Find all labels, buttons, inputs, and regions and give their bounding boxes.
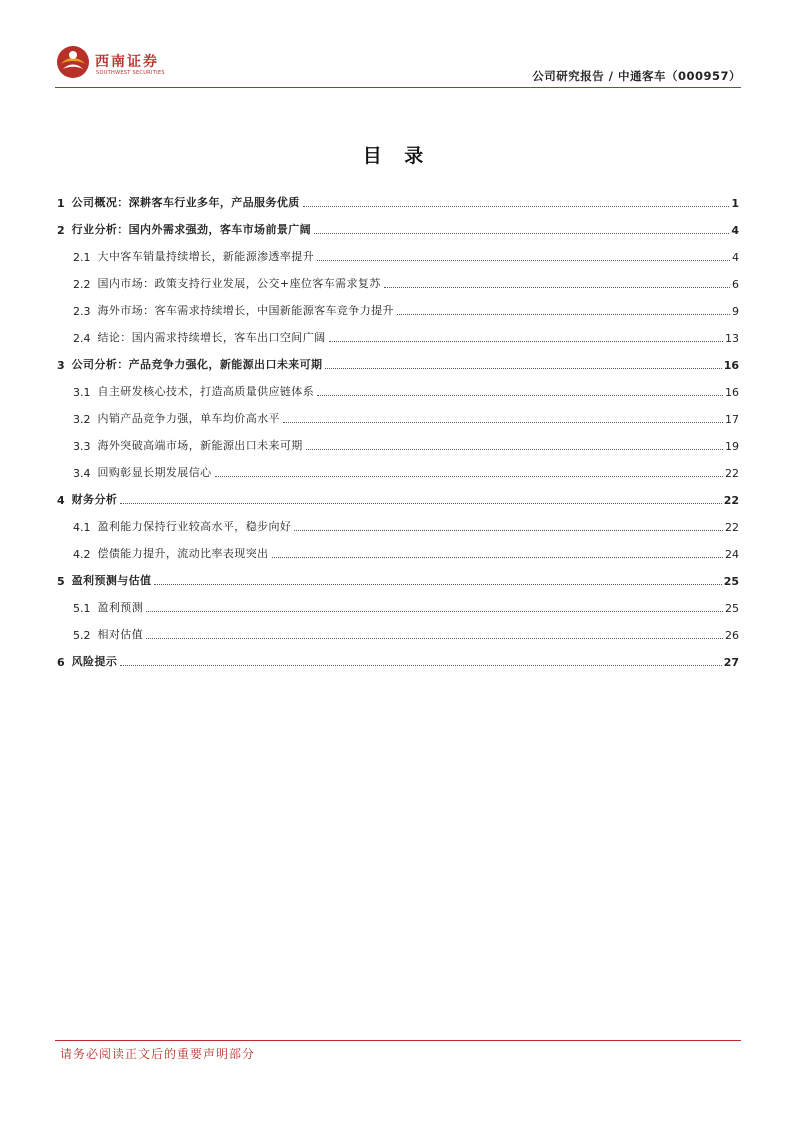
toc-entry-number: 5 <box>57 575 65 588</box>
toc-dot-leader <box>283 421 723 423</box>
toc-dot-leader <box>397 313 730 315</box>
toc-subsection-entry[interactable] <box>57 453 739 480</box>
toc-title: 目 录 <box>362 145 432 167</box>
toc-page-number: 24 <box>725 548 739 561</box>
toc-dot-leader <box>325 367 721 369</box>
toc-page-number: 27 <box>723 656 739 669</box>
toc-section-entry[interactable] <box>57 561 739 588</box>
footer-notice: 请务必阅读正文后的重要声明部分 <box>60 1047 256 1061</box>
toc-dot-leader <box>306 448 723 450</box>
toc-entry-number: 1 <box>57 197 65 210</box>
toc-page-number: 16 <box>725 386 739 399</box>
toc-section-entry[interactable] <box>57 642 739 669</box>
toc-dot-leader <box>154 583 721 585</box>
toc-section-entry[interactable] <box>57 210 739 237</box>
toc-entry-title: 国内市场：政策支持行业发展，公交+座位客车需求复苏 <box>97 277 381 290</box>
toc-dot-leader <box>384 286 730 288</box>
toc-subsection-entry[interactable] <box>57 372 739 399</box>
toc-dot-leader <box>272 556 724 558</box>
toc-page-number: 19 <box>725 440 739 453</box>
toc-subsection-entry[interactable] <box>57 318 739 345</box>
toc-page-number: 6 <box>732 278 739 291</box>
toc-subsection-entry[interactable] <box>57 507 739 534</box>
toc-entry-title: 公司概况：深耕客车行业多年，产品服务优质 <box>71 196 300 209</box>
logo-mark-icon <box>55 44 91 80</box>
toc-subsection-entry[interactable] <box>57 534 739 561</box>
toc-subsection-entry[interactable] <box>57 237 739 264</box>
toc-page-number: 25 <box>723 575 739 588</box>
toc-entry-title: 海外市场：客车需求持续增长，中国新能源客车竞争力提升 <box>97 304 394 317</box>
toc-section-entry[interactable] <box>57 345 739 372</box>
table-of-contents <box>57 183 739 669</box>
toc-entry-title: 偿债能力提升，流动比率表现突出 <box>97 547 269 560</box>
toc-page-number: 25 <box>725 602 739 615</box>
toc-page-number: 4 <box>731 224 739 237</box>
toc-entry-number: 3.4 <box>73 467 91 480</box>
footer-divider <box>55 1040 741 1041</box>
toc-section-entry[interactable] <box>57 183 739 210</box>
toc-entry-title: 公司分析：产品竞争力强化，新能源出口未来可期 <box>71 358 323 371</box>
toc-page-number: 1 <box>731 197 739 210</box>
toc-page-number: 4 <box>732 251 739 264</box>
toc-dot-leader <box>146 610 723 612</box>
toc-page-number: 22 <box>725 467 739 480</box>
toc-page-number: 16 <box>723 359 739 372</box>
toc-subsection-entry[interactable] <box>57 399 739 426</box>
toc-dot-leader <box>314 232 729 234</box>
toc-subsection-entry[interactable] <box>57 291 739 318</box>
toc-dot-leader <box>303 205 730 207</box>
toc-entry-title: 盈利预测与估值 <box>71 574 152 587</box>
toc-entry-number: 3.3 <box>73 440 91 453</box>
report-label: 公司研究报告 / 中通客车（000957） <box>532 69 741 83</box>
toc-entry-number: 6 <box>57 656 65 669</box>
toc-dot-leader <box>215 475 724 477</box>
toc-entry-number: 2.4 <box>73 332 91 345</box>
toc-entry-title: 相对估值 <box>97 628 144 641</box>
toc-subsection-entry[interactable] <box>57 588 739 615</box>
toc-dot-leader <box>120 664 721 666</box>
toc-dot-leader <box>120 502 721 504</box>
toc-entry-number: 2.2 <box>73 278 91 291</box>
toc-dot-leader <box>329 340 724 342</box>
header-divider <box>55 87 741 88</box>
toc-page-number: 22 <box>723 494 739 507</box>
toc-entry-number: 5.1 <box>73 602 91 615</box>
toc-subsection-entry[interactable] <box>57 615 739 642</box>
toc-page-number: 13 <box>725 332 739 345</box>
toc-entry-title: 财务分析 <box>71 493 118 506</box>
toc-entry-number: 4 <box>57 494 65 507</box>
toc-entry-title: 回购彰显长期发展信心 <box>97 466 212 479</box>
toc-dot-leader <box>294 529 723 531</box>
toc-entry-number: 3 <box>57 359 65 372</box>
toc-entry-number: 2.3 <box>73 305 91 318</box>
toc-dot-leader <box>146 637 723 639</box>
toc-subsection-entry[interactable] <box>57 264 739 291</box>
toc-entry-number: 4.2 <box>73 548 91 561</box>
logo-english-name: SOUTHWEST SECURITIES <box>96 70 165 76</box>
toc-entry-number: 2 <box>57 224 65 237</box>
toc-entry-title: 海外突破高端市场，新能源出口未来可期 <box>97 439 303 452</box>
toc-entry-number: 5.2 <box>73 629 91 642</box>
toc-section-entry[interactable] <box>57 480 739 507</box>
logo-chinese-name: 西南证券 <box>95 54 159 70</box>
toc-entry-title: 内销产品竞争力强，单车均价高水平 <box>97 412 280 425</box>
toc-entry-number: 3.1 <box>73 386 91 399</box>
toc-page-number: 9 <box>732 305 739 318</box>
toc-page-number: 26 <box>725 629 739 642</box>
toc-subsection-entry[interactable] <box>57 426 739 453</box>
toc-entry-number: 2.1 <box>73 251 91 264</box>
toc-dot-leader <box>317 394 723 396</box>
toc-entry-title: 结论：国内需求持续增长，客车出口空间广阔 <box>97 331 326 344</box>
toc-page-number: 17 <box>725 413 739 426</box>
toc-entry-number: 3.2 <box>73 413 91 426</box>
toc-entry-title: 行业分析：国内外需求强劲，客车市场前景广阔 <box>71 223 312 236</box>
toc-entry-number: 4.1 <box>73 521 91 534</box>
toc-dot-leader <box>317 259 730 261</box>
toc-entry-title: 盈利能力保持行业较高水平，稳步向好 <box>97 520 292 533</box>
toc-entry-title: 自主研发核心技术，打造高质量供应链体系 <box>97 385 315 398</box>
toc-entry-title: 大中客车销量持续增长，新能源渗透率提升 <box>97 250 315 263</box>
toc-entry-title: 盈利预测 <box>97 601 144 614</box>
company-logo <box>55 42 185 86</box>
toc-entry-title: 风险提示 <box>71 655 118 668</box>
page-header <box>55 42 741 90</box>
toc-page-number: 22 <box>725 521 739 534</box>
